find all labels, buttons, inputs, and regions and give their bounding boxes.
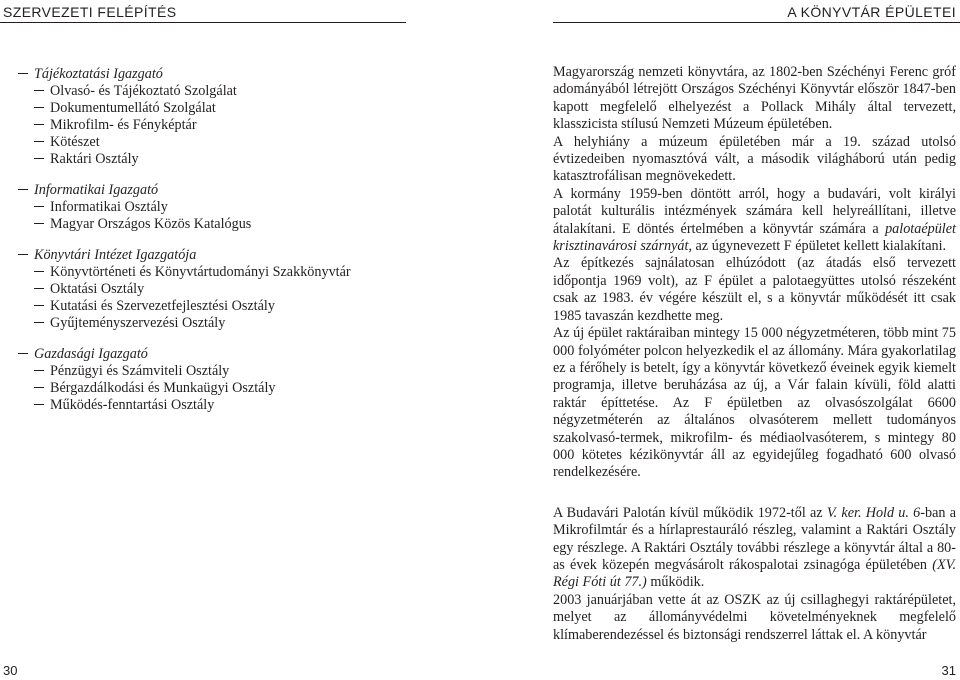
paragraph: Az új épület raktáraiban mintegy 15 000 négyzetméteren, több mint 75 000 folyóméter polcon helyezkedik el az állomány. Mára gyakorlatilag ez a férőhely is betelt, így a könyvtár következő éveinek egyik kiemelt programja, illetve beruházása az új, a Vár falain kívüli, föld alatti raktár építtetése. Az F épületben az olvasószolgálat 6600 négyzetméterén az általános olvasóterem mellett tudományos szakolvasó-termek, mikrofilm- és médiaolvasóterem, s mintegy 80 000 kötetes kézikönyvtár áll az egyidejűleg fogadható 600 olvasó rendelkezésére. — [553, 325, 956, 481]
director-row — [18, 182, 398, 199]
header-rule-right — [553, 22, 960, 23]
text-run: az úgynevezett F épületet kellett kialakítani. — [692, 238, 947, 255]
dash-marker — [18, 254, 28, 255]
dash-marker — [34, 271, 44, 272]
org-section — [18, 66, 398, 168]
paragraph-gap — [553, 482, 956, 505]
paragraph: A helyhiány a múzeum épületében már a 19. század utolsó évtizedeiben nyomasztóvá vált, a második világháború után pedig katasztrofálisan megnövekedett. — [553, 133, 956, 185]
dash-marker — [34, 370, 44, 371]
dash-marker — [34, 223, 44, 224]
org-section — [18, 182, 398, 233]
dash-marker — [34, 387, 44, 388]
page-number-right: 31 — [941, 663, 956, 678]
department-label: Olvasó- és Tájékoztató Szolgálat — [50, 83, 237, 99]
department-label: Magyar Országos Közös Katalógus — [50, 216, 252, 232]
department-row — [18, 281, 398, 298]
director-row — [18, 247, 398, 264]
org-section — [18, 346, 398, 414]
department-row — [18, 315, 398, 332]
dash-marker — [34, 124, 44, 125]
department-row — [18, 216, 398, 233]
dash-marker — [34, 288, 44, 289]
italic-text: (XV. Régi Fóti út 77.) — [553, 556, 956, 591]
department-row — [18, 380, 398, 397]
dash-marker — [34, 305, 44, 306]
paragraph: Magyarország nemzeti könyvtára, az 1802-ben Széchényi Ferenc gróf adományából létrejött Országos Széchényi Könyvtár először 1847-ben kapott megfelelő elhelyezést a Pollack Mihály által tervezett, klasszicista stílusú Nemzeti Múzeum épületében. — [553, 64, 956, 133]
org-structure-list — [18, 66, 398, 428]
department-label: Gyűjteményszervezési Osztály — [50, 315, 226, 331]
org-section — [18, 247, 398, 332]
department-label: Bérgazdálkodási és Munkaügyi Osztály — [50, 380, 276, 396]
running-header-right: A KÖNYVTÁR ÉPÜLETEI — [787, 4, 956, 20]
department-row — [18, 199, 398, 216]
running-header-left: SZERVEZETI FELÉPÍTÉS — [3, 4, 177, 20]
building-history-text — [553, 64, 956, 644]
header-rule-left — [0, 22, 406, 23]
text-run: A kormány 1959-ben döntött arról, hogy a budavári, volt királyi palotát kulturális intézmények számára kell helyreállítani, illetve átalakítani. E döntés értelmében a könyvtár számára a — [553, 185, 956, 237]
dash-marker — [34, 404, 44, 405]
paragraph: Az építkezés sajnálatosan elhúzódott (az átadás első tervezett időpontja 1969 volt), az F épület a palotaegyüttes utolsó részeként csak az 1983. év végére készült el, s a könyvtár működését itt csak 1985 tavaszán kezdhette meg. — [553, 255, 956, 324]
director-label: Informatikai Igazgató — [34, 182, 159, 198]
department-label: Informatikai Osztály — [50, 199, 168, 215]
dash-marker — [34, 322, 44, 323]
department-row — [18, 100, 398, 117]
department-label: Kutatási és Szervezetfejlesztési Osztály — [50, 298, 275, 314]
department-row — [18, 264, 398, 281]
department-label: Könyvtörténeti és Könyvtártudományi Szakkönyvtár — [50, 264, 351, 280]
department-label: Raktári Osztály — [50, 151, 139, 167]
dash-marker — [18, 353, 28, 354]
dash-marker — [34, 90, 44, 91]
page-number-left: 30 — [3, 663, 18, 678]
department-row — [18, 83, 398, 100]
department-row — [18, 117, 398, 134]
department-row — [18, 134, 398, 151]
director-row — [18, 346, 398, 363]
department-row — [18, 397, 398, 414]
paragraph — [553, 505, 956, 592]
department-label: Dokumentumellátó Szolgálat — [50, 100, 216, 116]
dash-marker — [34, 107, 44, 108]
director-label: Tájékoztatási Igazgató — [34, 66, 163, 82]
director-row — [18, 66, 398, 83]
italic-text: V. ker. Hold u. 6 — [826, 504, 921, 521]
dash-marker — [34, 141, 44, 142]
department-label: Működés-fenntartási Osztály — [50, 397, 215, 413]
dash-marker — [18, 73, 28, 74]
department-label: Oktatási Osztály — [50, 281, 145, 297]
text-run: A Budavári Palotán kívül működik 1972-től az — [553, 504, 827, 521]
department-row — [18, 298, 398, 315]
dash-marker — [34, 158, 44, 159]
department-label: Mikrofilm- és Fényképtár — [50, 117, 197, 133]
department-label: Pénzügyi és Számviteli Osztály — [50, 363, 230, 379]
department-row — [18, 363, 398, 380]
department-row — [18, 151, 398, 168]
dash-marker — [34, 206, 44, 207]
dash-marker — [18, 189, 28, 190]
text-run: működik. — [646, 574, 705, 591]
department-label: Kötészet — [50, 134, 100, 150]
director-label: Könyvtári Intézet Igazgatója — [34, 247, 197, 263]
director-label: Gazdasági Igazgató — [34, 346, 148, 362]
paragraph: 2003 januárjában vette át az OSZK az új csillaghegyi raktárépületet, melyet az állományvédelmi követelményeknek megfelelő klímaberendezéssel és biztonsági rendszerrel láttak el. A könyvtár — [553, 591, 956, 643]
text-run: -ban a Mikrofilmtár és a hírlaprestauráló részleg, valamint a Raktári Osztály egy részlege. A Raktári Osztály további részlege a könyvtár által a 80-as évek közepén megvásárolt rákospalotai zsinagóga épületében — [553, 504, 956, 573]
paragraph — [553, 186, 956, 256]
italic-text: palotaépület krisztinavárosi szárnyát, — [553, 220, 956, 255]
